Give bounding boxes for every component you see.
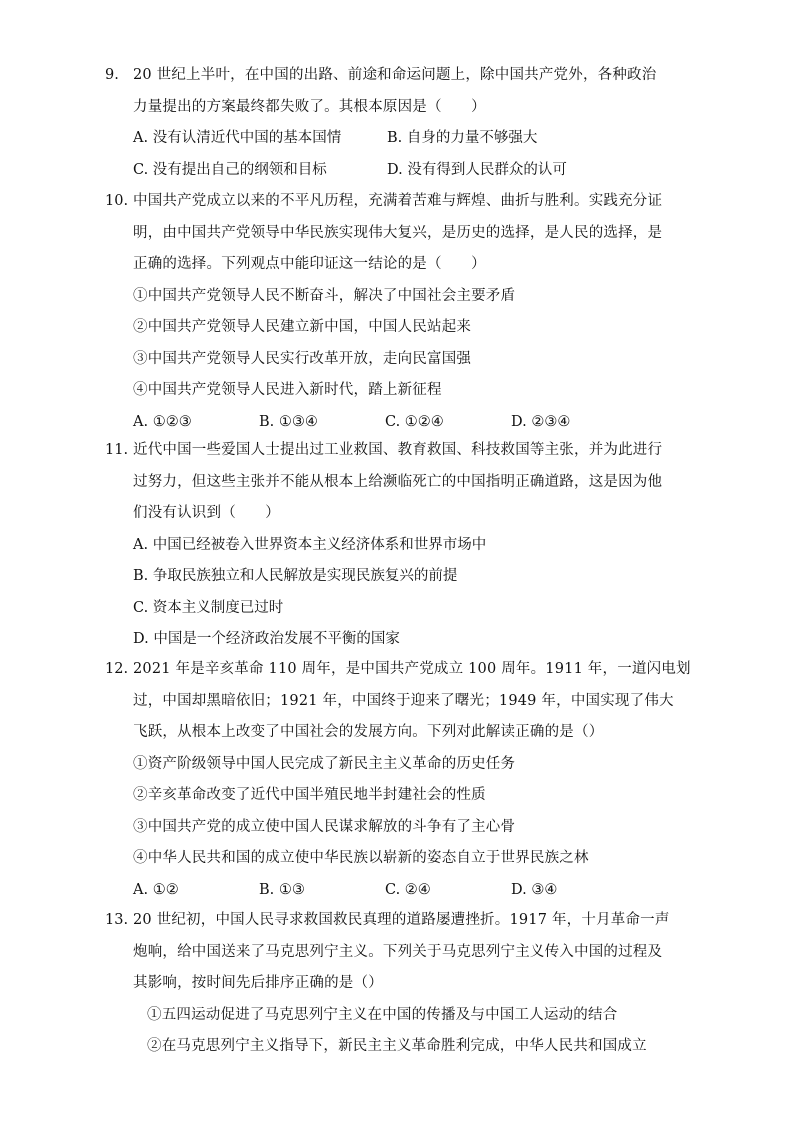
statement: ③中国共产党领导人民实行改革开放，走向民富国强 [133,350,472,367]
question-number: 10. [105,193,129,209]
option-d[interactable]: D. ③④ [511,881,558,898]
question-9 [105,60,673,186]
question-stem-line: 过，中国却黑暗依旧；1921 年，中国终于迎来了曙光；1949 年，中国实现了伟大 [133,692,674,709]
question-number: 12. [105,661,129,677]
statement: ④中国共产党领导人民进入新时代，踏上新征程 [133,382,442,398]
option-a[interactable]: A. ①② [133,881,179,898]
option-c[interactable]: C. 资本主义制度已过时 [133,599,284,616]
question-stem-line: 明，由中国共产党领导中华民族实现伟大复兴，是历史的选择，是人民的选择，是 [133,224,663,241]
option-b[interactable]: B. 争取民族独立和人民解放是实现民族复兴的前提 [133,568,458,584]
question-number: 9. [105,67,119,83]
option-b[interactable]: B. 自身的力量不够强大 [387,130,538,146]
statement: ①资产阶级领导中国人民完成了新民主主义革命的历史任务 [133,755,516,772]
question-stem-line: 20 世纪上半叶，在中国的出路、前途和命运问题上，除中国共产党外，各种政治 [133,67,657,83]
option-c[interactable]: C. ①②④ [385,413,444,430]
statement: ②在马克思列宁主义指导下，新民主主义革命胜利完成，中华人民共和国成立 [147,1038,647,1054]
question-13 [105,905,673,1063]
option-b[interactable]: B. ①③ [259,881,305,898]
options-row [133,407,673,439]
question-stem-line: 近代中国一些爱国人士提出过工业救国、教育救国、科技救国等主张，并为此进行 [133,442,663,458]
statement: ①中国共产党领导人民不断奋斗，解决了中国社会主要矛盾 [133,287,516,304]
options-row [133,875,673,907]
question-stem-line: 们没有认识到（ ） [133,505,280,521]
question-stem-line: 飞跃，从根本上改变了中国社会的发展方向。下列对此解读正确的是（） [133,724,604,740]
question-11 [105,435,673,656]
question-stem-line: 20 世纪初，中国人民寻求救国救民真理的道路屡遭挫折。1917 年，十月革命一声 [133,912,670,928]
question-number: 11. [105,442,129,458]
option-c[interactable]: C. 没有提出自己的纲领和目标 [133,161,327,178]
statement: ②辛亥革命改变了近代中国半殖民地半封建社会的性质 [133,787,486,803]
question-stem-line: 2021 年是辛亥革命 110 周年，是中国共产党成立 100 周年。1911 年，一道闪电划 [133,661,691,677]
statement: ①五四运动促进了马克思列宁主义在中国的传播及与中国工人运动的结合 [147,1006,618,1023]
question-number: 13. [105,912,129,928]
question-stem-line: 炮响，给中国送来了马克思列宁主义。下列关于马克思列宁主义传入中国的过程及 [133,943,663,960]
question-10 [105,186,673,438]
options-row [133,123,673,155]
option-b[interactable]: B. ①③④ [259,413,318,430]
option-d[interactable]: D. 没有得到人民群众的认可 [387,161,567,178]
option-a[interactable]: A. 中国已经被卷入世界资本主义经济体系和世界市场中 [133,536,487,553]
statement: ③中国共产党的成立使中国人民谋求解放的斗争有了主心骨 [133,818,516,835]
option-c[interactable]: C. ②④ [385,881,431,898]
question-stem-line: 中国共产党成立以来的不平凡历程，充满着苦难与辉煌、曲折与胜利。实践充分证 [133,193,663,209]
question-12 [105,654,691,906]
question-stem-line: 正确的选择。下列观点中能印证这一结论的是（ ） [133,256,486,272]
question-stem-line: 其影响，按时间先后排序正确的是（） [133,975,383,991]
option-a[interactable]: A. ①②③ [133,413,192,430]
statement: ④中华人民共和国的成立使中华民族以崭新的姿态自立于世界民族之林 [133,850,589,866]
option-a[interactable]: A. 没有认清近代中国的基本国情 [133,130,342,146]
option-d[interactable]: D. 中国是一个经济政治发展不平衡的国家 [133,631,400,647]
statement: ②中国共产党领导人民建立新中国，中国人民站起来 [133,319,472,335]
option-d[interactable]: D. ②③④ [511,413,571,430]
question-stem-line: 力量提出的方案最终都失败了。其根本原因是（ ） [133,98,486,115]
options-row [133,155,673,187]
question-stem-line: 过努力，但这些主张并不能从根本上给濒临死亡的中国指明正确道路，这是因为他 [133,473,663,490]
